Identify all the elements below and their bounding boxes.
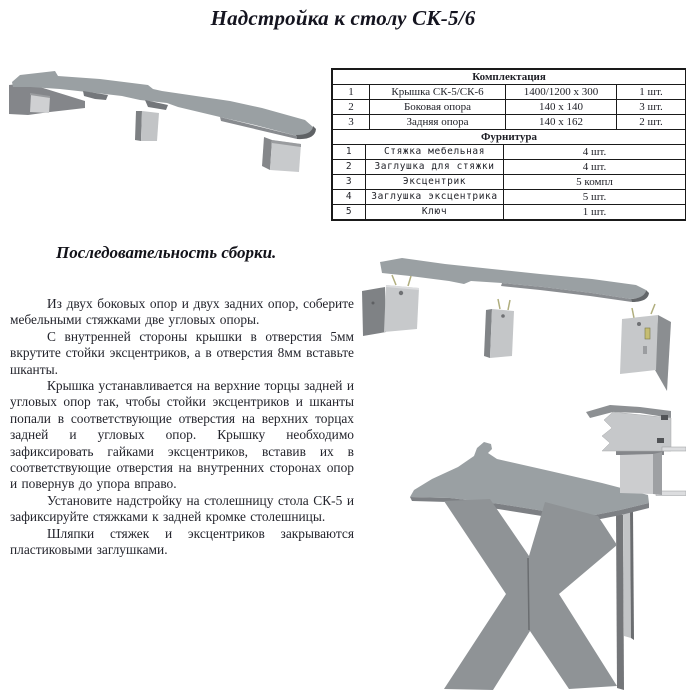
row-num: 4 <box>333 190 366 205</box>
part-name: Заглушка для стяжки <box>366 160 504 175</box>
furnitura-header: Фурнитура <box>333 130 686 145</box>
part-qty: 2 шт. <box>617 115 686 130</box>
komplektacia-header: Комплектация <box>333 70 686 85</box>
row-num: 3 <box>333 175 366 190</box>
part-qty: 5 шт. <box>504 190 686 205</box>
part-name: Боковая опора <box>370 100 506 115</box>
furnitura-row <box>333 160 686 175</box>
desk-top <box>410 442 649 522</box>
part-size: 1400/1200 x 300 <box>506 85 617 100</box>
desk-with-superstructure-illustration <box>340 398 686 700</box>
assembly-paragraph-1: Из двух боковых опор и двух задних опор, соберите мебельными стяжками две угловых опоры. <box>10 296 354 328</box>
part-qty: 1 шт. <box>504 205 686 220</box>
x-shaped-legs <box>444 499 617 690</box>
page-title: Надстройка к столу СК-5/6 <box>210 6 476 30</box>
assembly-instructions <box>10 296 354 559</box>
row-num: 2 <box>333 100 370 115</box>
furnitura-header-row <box>333 130 686 145</box>
furnitura-row <box>333 175 686 190</box>
assembly-paragraph-5: Шляпки стяжек и эксцентриков закрываются пластиковыми заглушками. <box>10 525 354 558</box>
assembled-shelf-illustration <box>0 55 330 185</box>
assembly-paragraph-2: С внутренней стороны крышки в отверстия 5мм вкрутите стойки эксцентриков, а в отверстия 8мм вставьте шканты. <box>10 328 354 377</box>
part-size: 140 x 140 <box>506 100 617 115</box>
part-size: 140 x 162 <box>506 115 617 130</box>
part-name: Задняя опора <box>370 115 506 130</box>
mounted-superstructure <box>586 405 686 496</box>
middle-support <box>135 111 159 141</box>
part-name: Ключ <box>366 205 504 220</box>
rear-leg-panel <box>616 510 634 690</box>
assembly-paragraph-3: Крышка устанавливается на верхние торцы задней и угловых опор так, чтобы стойки эксцентриков и шканты попали в соответствующие отверстия на верхних торцах задней и угловых опор. Крышку необходимо зафиксировать гайками эксцентриков, вставив их в соответствующие отверстия на внутренних сторонах опор и повернув до упора вправо. <box>10 378 354 492</box>
row-num: 2 <box>333 160 366 175</box>
part-qty: 4 шт. <box>504 145 686 160</box>
right-corner-support <box>620 304 671 391</box>
assembly-heading: Последовательность сборки. <box>56 243 277 262</box>
furnitura-row <box>333 205 686 220</box>
right-corner-support <box>262 137 301 172</box>
row-num: 5 <box>333 205 366 220</box>
komplektacia-row <box>333 85 686 100</box>
furnitura-table <box>332 129 686 220</box>
komplektacia-table <box>332 69 686 130</box>
part-qty: 3 шт. <box>617 100 686 115</box>
part-name: Крышка СК-5/СК-6 <box>370 85 506 100</box>
komplektacia-row <box>333 100 686 115</box>
row-num: 1 <box>333 145 366 160</box>
komplektacia-header-row <box>333 70 686 85</box>
left-corner-support <box>362 275 419 336</box>
assembly-paragraph-4: Установите надстройку на столешницу стола СК-5 и зафиксируйте стяжками к задней кромке столешницы. <box>10 492 354 525</box>
row-num: 1 <box>333 85 370 100</box>
parts-table <box>331 68 686 221</box>
furnitura-row <box>333 190 686 205</box>
komplektacia-row <box>333 115 686 130</box>
part-qty: 1 шт. <box>617 85 686 100</box>
part-qty: 4 шт. <box>504 160 686 175</box>
furnitura-row <box>333 145 686 160</box>
part-qty: 5 компл <box>504 175 686 190</box>
row-num: 3 <box>333 115 370 130</box>
exploded-view-illustration <box>340 248 686 398</box>
middle-support <box>484 299 514 358</box>
shelf-top-board <box>380 258 649 302</box>
part-name: Стяжка мебельная <box>366 145 504 160</box>
part-name: Заглушка эксцентрика <box>366 190 504 205</box>
part-name: Эксцентрик <box>366 175 504 190</box>
